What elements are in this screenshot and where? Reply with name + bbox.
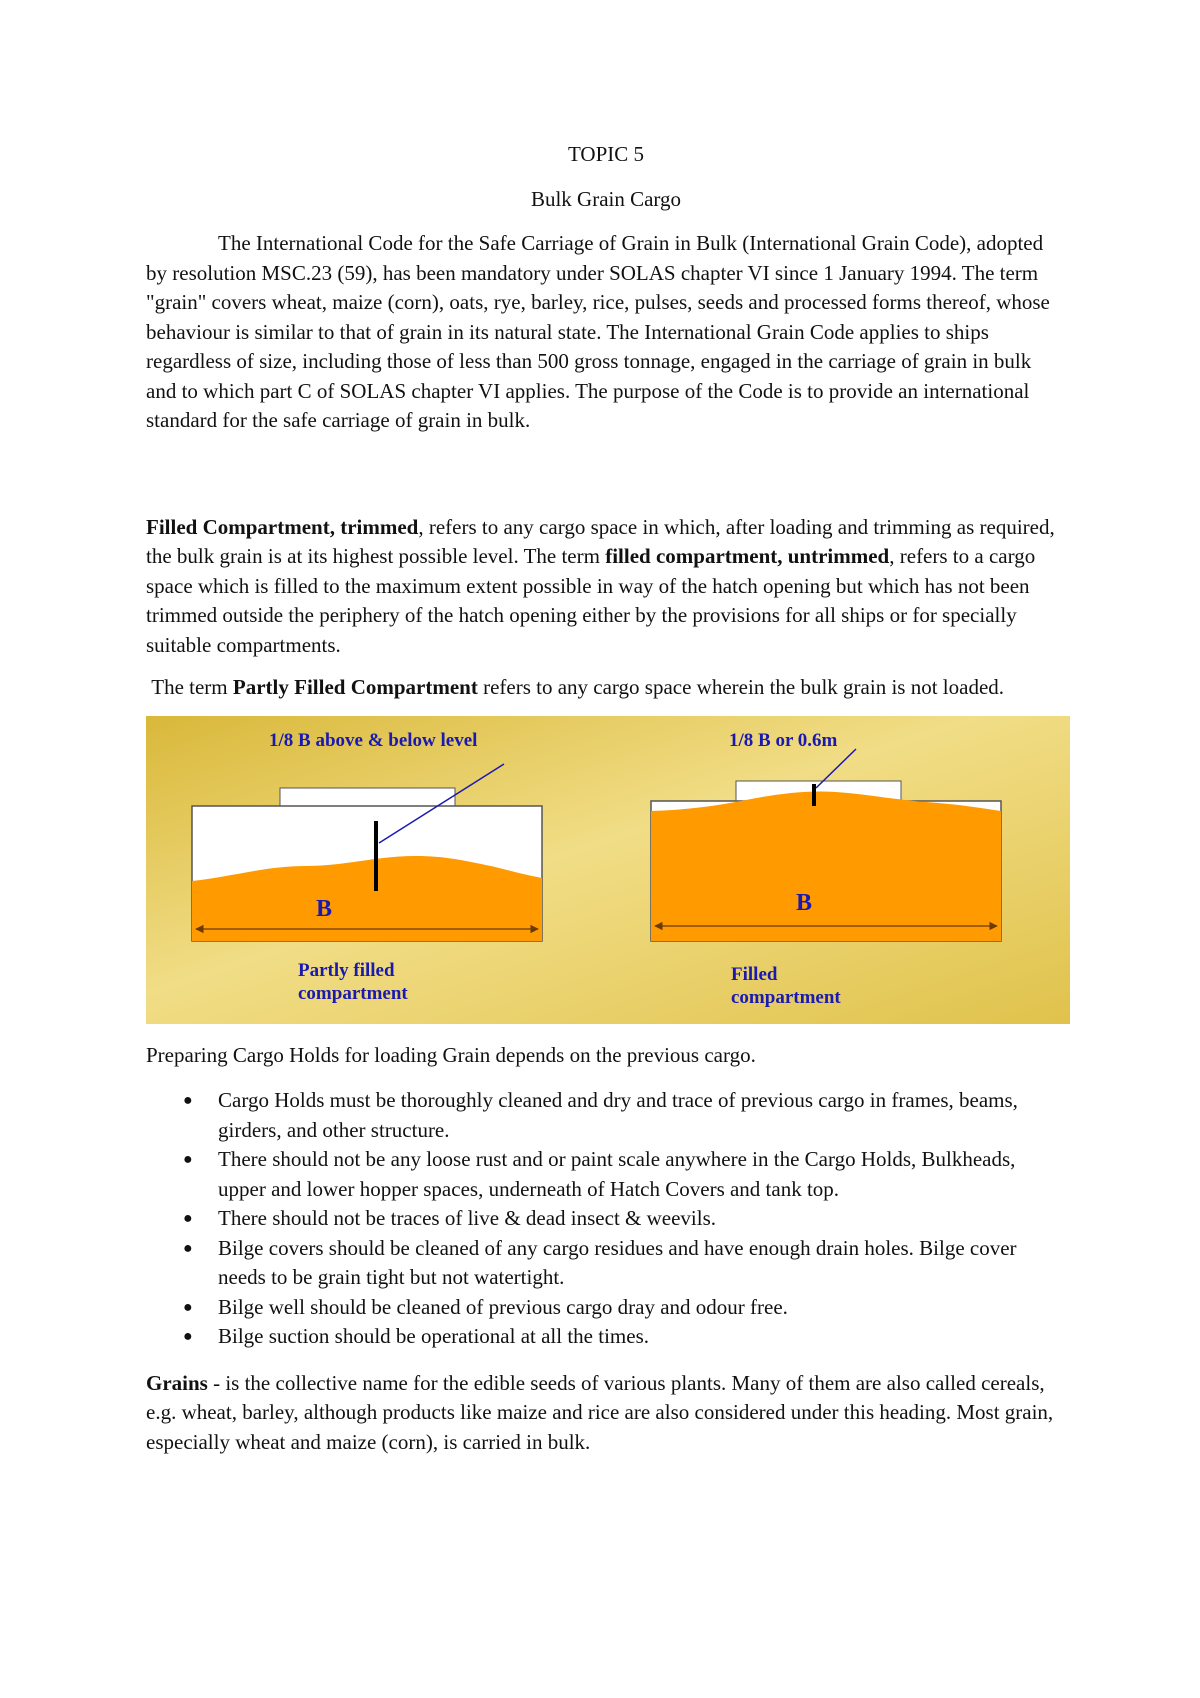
bullet-icon: ●	[183, 1151, 193, 1168]
bullet-text: There should not be any loose rust and or paint scale anywhere in the Cargo Holds, Bulkheads, upper and lower hopper spaces, underneath of Hatch Covers and tank top.	[218, 1147, 1016, 1201]
bullet-text: Bilge suction should be operational at all the times.	[218, 1324, 649, 1348]
term-partly-filled: Partly Filled Compartment	[232, 675, 478, 699]
right-caption-2: compartment	[731, 986, 841, 1008]
right-grain	[651, 791, 1001, 941]
compartment-diagram	[146, 716, 1070, 1024]
prep-bullet-list	[146, 1086, 1066, 1352]
term-grains: Grains	[146, 1370, 208, 1395]
left-hatch	[280, 788, 455, 807]
document-page	[146, 140, 1066, 1457]
bullet-icon: ●	[183, 1328, 193, 1345]
term-filled-trimmed: Filled Compartment, trimmed	[146, 514, 419, 539]
page-title: TOPIC 5	[567, 142, 645, 166]
list-item	[183, 1204, 1066, 1234]
partly-text: refers to any cargo space wherein the bulk grain is not loaded.	[477, 675, 1005, 699]
grains-paragraph	[146, 1369, 1066, 1458]
right-b-label: B	[796, 889, 813, 916]
bullet-text: Bilge covers should be cleaned of any cargo residues and have enough drain holes. Bilge cover needs to be grain tight but not watertight.	[218, 1235, 1017, 1289]
page-subtitle: Bulk Grain Cargo	[530, 186, 682, 211]
partly-filled-paragraph	[146, 673, 1066, 703]
prep-intro: Preparing Cargo Holds for loading Grain depends on the previous cargo.	[146, 1042, 756, 1067]
bullet-text: Bilge well should be cleaned of previous cargo dray and odour free.	[218, 1294, 788, 1319]
intro-paragraph: The International Code for the Safe Carriage of Grain in Bulk (International Grain Code), adopted by resolution MSC.23 (59), has been mandatory under SOLAS chapter VI since 1 January 1994. The term "grain" covers wheat, maize (corn), oats, rye, barley, rice, pulses, seeds and processed forms thereof, whose behaviour is similar to that of grain in its natural state. The International Grain Code applies to ships regardless of size, including those of less than 500 gross tonnage, engaged in the carriage of grain in bulk and to which part C of SOLAS chapter VI applies. The purpose of the Code is to provide an international standard for the safe carriage of grain in bulk.	[146, 231, 1050, 432]
bullet-icon: ●	[183, 1092, 193, 1109]
right-top-label: 1/8 B or 0.6m	[729, 729, 838, 751]
filled-compartment-paragraph	[146, 513, 1066, 661]
left-top-label: 1/8 B above & below level	[269, 729, 478, 751]
term-filled-untrimmed: filled compartment, untrimmed	[605, 544, 890, 568]
list-item	[183, 1145, 1066, 1204]
bullet-text: Cargo Holds must be thoroughly cleaned and dry and trace of previous cargo in frames, beams, girders, and other structure.	[218, 1088, 1018, 1142]
list-item	[183, 1086, 1066, 1145]
left-caption-2: compartment	[298, 982, 408, 1004]
left-b-label: B	[316, 895, 333, 922]
left-caption-1: Partly filled	[298, 959, 395, 981]
filled-text-2: , refers to a cargo space which is filled to the maximum extent possible in way of the hatch opening but which has not been trimmed outside the periphery of the hatch opening either by the provisions for all ships or for specially suitable compartments.	[146, 544, 1036, 657]
list-item	[183, 1293, 1066, 1323]
partly-prefix: The term	[151, 675, 233, 699]
list-item	[183, 1234, 1066, 1293]
bullet-icon: ●	[183, 1210, 193, 1227]
list-item	[183, 1322, 1066, 1352]
bullet-text: There should not be traces of live & dead insect & weevils.	[218, 1206, 717, 1230]
bullet-icon: ●	[183, 1239, 193, 1257]
diagram-svg	[146, 716, 1070, 1024]
right-caption-1: Filled	[731, 963, 778, 985]
grains-text: - is the collective name for the edible seeds of various plants. Many of them are also called cereals, e.g. wheat, barley, although products like maize and rice are also considered under this heading. Most grain, especially wheat and maize (corn), is carried in bulk.	[146, 1370, 1054, 1454]
filled-text-1: , refers to any cargo space in which, after loading and trimming as required, the bulk grain is at its highest possible level. The term	[146, 514, 1055, 568]
bullet-icon: ●	[183, 1298, 193, 1316]
